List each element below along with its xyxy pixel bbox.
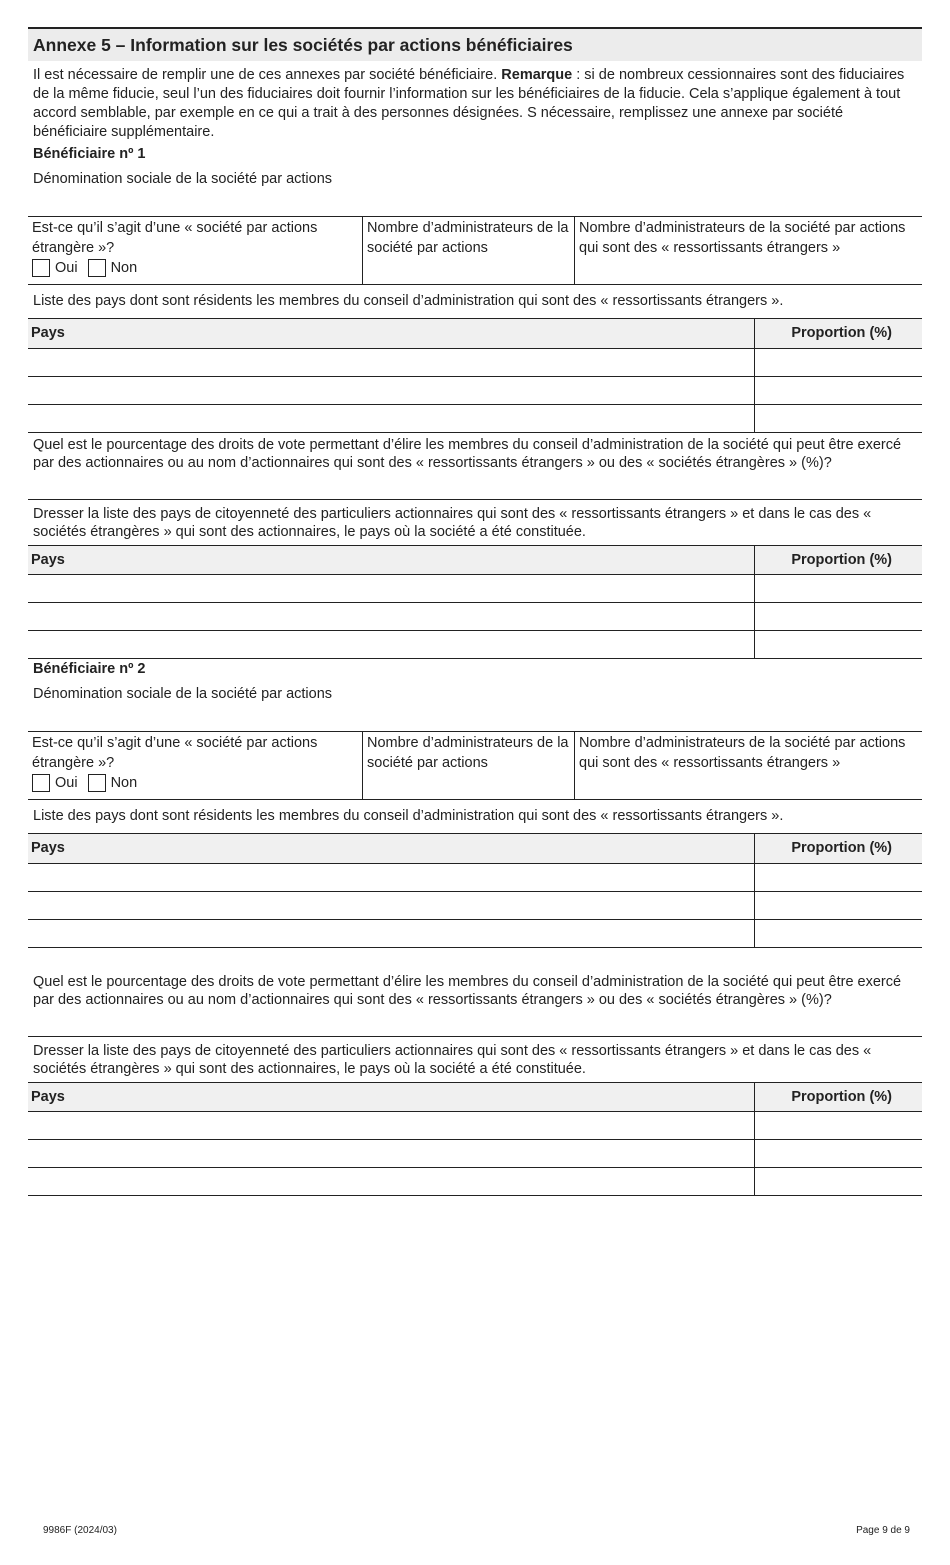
intro-text: [28, 61, 922, 142]
table-row: [28, 603, 922, 631]
foreign-directors-count-label: Nombre d’administrateurs de la société par actions qui sont des « ressortissants étrangers »: [579, 220, 906, 256]
table-row: [28, 348, 922, 376]
beneficiary-1-section: [28, 145, 922, 659]
proportion-input[interactable]: [754, 1140, 922, 1168]
table-row: [28, 404, 922, 432]
directors-count-label: Nombre d’administrateurs de la société par actions: [367, 220, 569, 256]
proportion-input[interactable]: [754, 1112, 922, 1140]
oui-checkbox[interactable]: [32, 774, 50, 792]
foreign-corp-cell: [28, 217, 363, 284]
country-input[interactable]: [28, 376, 754, 404]
country-input[interactable]: [28, 919, 754, 947]
col-proportion-header: Proportion (%): [754, 319, 922, 348]
table-row: [28, 1168, 922, 1196]
col-country-header: Pays: [28, 319, 754, 348]
foreign-corp-question: Est-ce qu’il s’agit d’une « société par actions étrangère »?: [32, 735, 318, 771]
residence-country-table: [28, 834, 922, 948]
non-checkbox[interactable]: [88, 259, 106, 277]
form-number: 9986F (2024/03): [43, 1525, 117, 1536]
non-label: Non: [110, 260, 138, 276]
citizenship-country-table: [28, 1083, 922, 1197]
oui-label: Oui: [55, 260, 78, 276]
non-label: Non: [110, 775, 138, 791]
beneficiary-2-info-row: [28, 732, 922, 800]
proportion-input[interactable]: [754, 631, 922, 659]
foreign-corp-question: Est-ce qu’il s’agit d’une « société par actions étrangère »?: [32, 220, 318, 256]
proportion-input[interactable]: [754, 404, 922, 432]
non-checkbox[interactable]: [88, 774, 106, 792]
name-field-label: Dénomination sociale de la société par actions: [33, 171, 333, 187]
beneficiary-2-section: [28, 660, 922, 1196]
table-row: [28, 631, 922, 659]
table-row: [28, 891, 922, 919]
foreign-corp-cell: [28, 732, 363, 799]
citizenship-country-table: [28, 546, 922, 660]
col-proportion-header: Proportion (%): [754, 834, 922, 863]
col-country-header: Pays: [28, 834, 754, 863]
foreign-directors-count-label: Nombre d’administrateurs de la société par actions qui sont des « ressortissants étrangers »: [579, 735, 906, 771]
proportion-input[interactable]: [754, 863, 922, 891]
col-country-header: Pays: [28, 1083, 754, 1112]
table-row: [28, 575, 922, 603]
residence-list-label: Liste des pays dont sont résidents les membres du conseil d’administration qui sont des « ressortissants étrangers ».: [28, 800, 922, 834]
proportion-input[interactable]: [754, 376, 922, 404]
voting-rights-question: Quel est le pourcentage des droits de vote permettant d’élire les membres du conseil d’administration de la société qui peut être exercé par des actionnaires ou au nom d’actionnaires qui sont des « ressortissants étrangers » ou des « sociétés étrangères » (%)?: [33, 436, 902, 471]
country-input[interactable]: [28, 348, 754, 376]
table-row: [28, 1112, 922, 1140]
intro-remark: Remarque: [501, 67, 573, 83]
col-proportion-header: Proportion (%): [754, 546, 922, 575]
country-input[interactable]: [28, 603, 754, 631]
directors-count-label: Nombre d’administrateurs de la société par actions: [367, 735, 569, 771]
proportion-input[interactable]: [754, 603, 922, 631]
oui-checkbox[interactable]: [32, 259, 50, 277]
beneficiary-2-label: Bénéficiaire nº 2: [33, 661, 146, 677]
voting-rights-question: Quel est le pourcentage des droits de vote permettant d’élire les membres du conseil d’administration de la société qui peut être exercé par des actionnaires ou au nom d’actionnaires qui sont des « ressortissants étrangers » ou des « sociétés étrangères » (%)?: [33, 973, 902, 1008]
citizenship-label-text: Dresser la liste des pays de citoyenneté des particuliers actionnaires qui sont des « ressortissants étrangers » et dans le cas des « sociétés étrangères » qui sont des actionnaires, le pays où la société a été constituée.: [33, 1042, 872, 1077]
voting-rights-field[interactable]: [28, 433, 922, 500]
country-input[interactable]: [28, 1140, 754, 1168]
beneficiary-1-name-field[interactable]: [28, 170, 922, 217]
foreign-directors-count-field[interactable]: [575, 732, 922, 799]
col-proportion-header: Proportion (%): [754, 1083, 922, 1112]
table-row: [28, 863, 922, 891]
beneficiary-1-info-row: [28, 217, 922, 285]
proportion-input[interactable]: [754, 919, 922, 947]
citizenship-list-label: [28, 1037, 922, 1083]
beneficiary-2-name-field[interactable]: [28, 685, 922, 732]
voting-rights-field[interactable]: [28, 948, 922, 1037]
country-input[interactable]: [28, 1168, 754, 1196]
country-input[interactable]: [28, 891, 754, 919]
page-number: Page 9 de 9: [856, 1525, 910, 1536]
country-input[interactable]: [28, 1112, 754, 1140]
col-country-header: Pays: [28, 546, 754, 575]
section-title: Annexe 5 – Information sur les sociétés par actions bénéficiaires: [28, 27, 922, 61]
intro-part1: Il est nécessaire de remplir une de ces annexes par société bénéficiaire.: [33, 67, 502, 83]
citizenship-label-text: Dresser la liste des pays de citoyenneté des particuliers actionnaires qui sont des « ressortissants étrangers » et dans le cas des « sociétés étrangères » qui sont des actionnaires, le pays où la société a été constituée.: [33, 505, 872, 540]
table-row: [28, 1140, 922, 1168]
form-page: [28, 27, 922, 1196]
oui-label: Oui: [55, 775, 78, 791]
intro-part2: : si de nombreux cessionnaires sont des fiduciaires de la même fiducie, seul l’un des fiduciaires doit fournir l’information sur les bénéficiaires de la fiducie. Cela s’applique également à tout accord semblable, par exemple en ce qui a trait à des personnes désignées. S nécessaire, remplissez une annexe par société bénéficiaire supplémentaire.: [33, 67, 905, 140]
foreign-directors-count-field[interactable]: [575, 217, 922, 284]
directors-count-field[interactable]: [363, 217, 575, 284]
proportion-input[interactable]: [754, 575, 922, 603]
table-row: [28, 376, 922, 404]
proportion-input[interactable]: [754, 891, 922, 919]
country-input[interactable]: [28, 575, 754, 603]
table-row: [28, 919, 922, 947]
citizenship-list-label: [28, 500, 922, 546]
residence-list-label: Liste des pays dont sont résidents les membres du conseil d’administration qui sont des « ressortissants étrangers ».: [28, 285, 922, 319]
proportion-input[interactable]: [754, 348, 922, 376]
proportion-input[interactable]: [754, 1168, 922, 1196]
name-field-label: Dénomination sociale de la société par actions: [33, 686, 333, 702]
country-input[interactable]: [28, 863, 754, 891]
residence-country-table: [28, 319, 922, 433]
country-input[interactable]: [28, 404, 754, 432]
beneficiary-1-label: Bénéficiaire nº 1: [33, 146, 146, 162]
country-input[interactable]: [28, 631, 754, 659]
directors-count-field[interactable]: [363, 732, 575, 799]
